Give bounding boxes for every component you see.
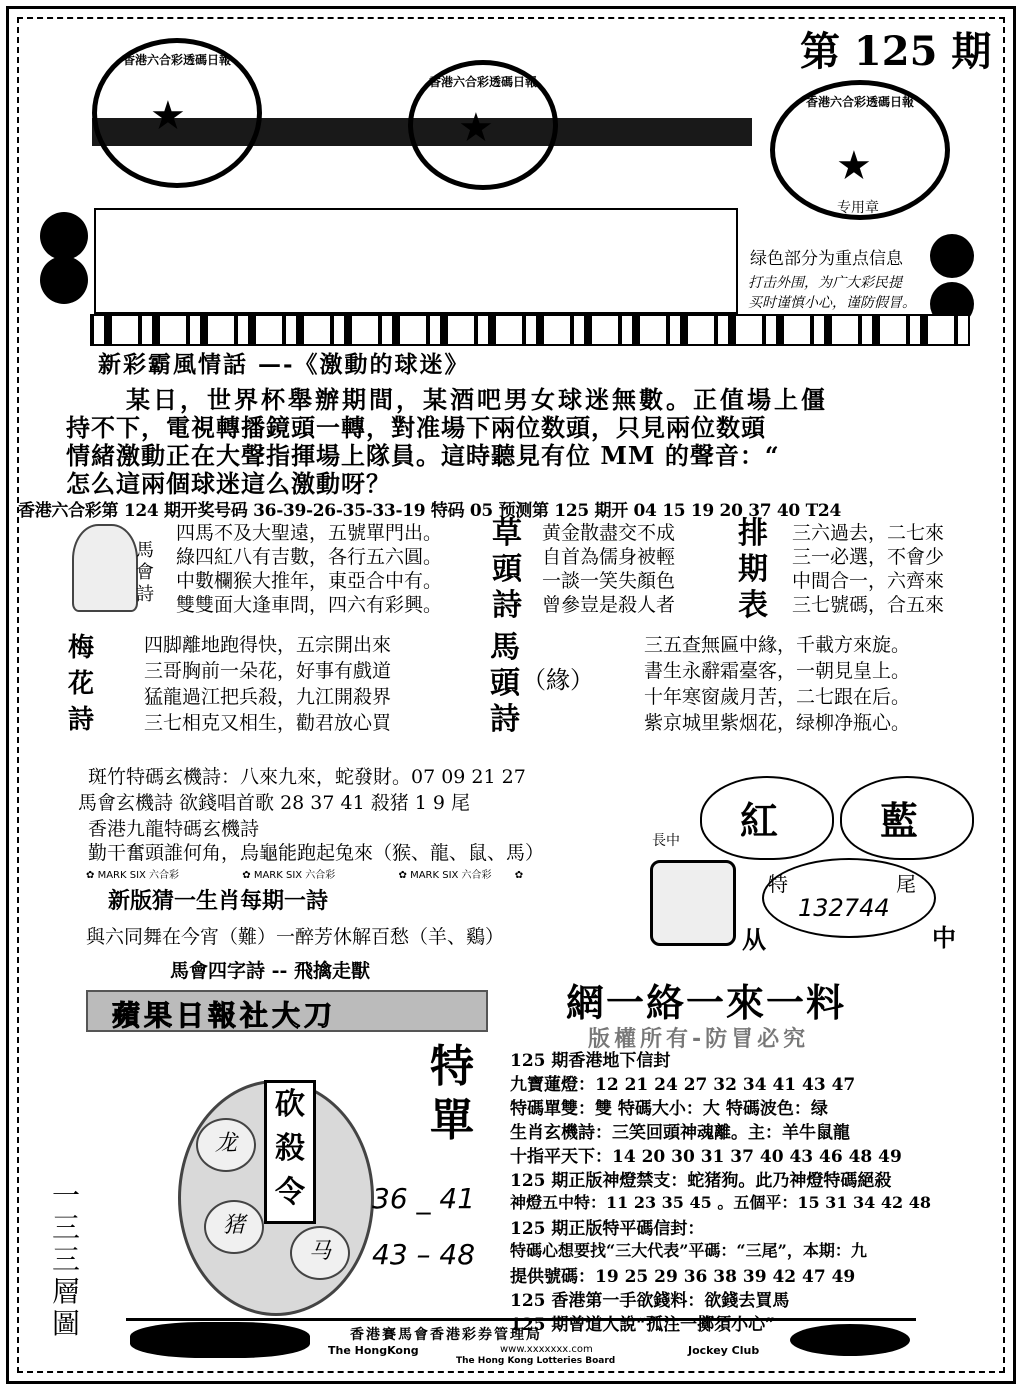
star-icon: ★ [150,93,186,139]
zodiac-line: 與六同舞在今宵（難）一醉芳休解百愁（羊、鷄） [86,926,505,948]
footer-right: Jockey Club [688,1344,760,1357]
schedule-line: 中間合一，六齊來 [792,570,945,592]
star-icon: ★ [458,105,494,151]
mystic-line: 斑竹特碼玄機詩：八來九來，蛇發財。07 09 21 27 [88,766,526,788]
marksix-logo: MARK SIX 六合彩 [253,870,336,881]
notice-line-3: 买时谨慎小心，谨防假冒。 [748,295,916,311]
network-line: 提供號碼：19 25 29 36 38 39 42 47 49 [510,1267,856,1287]
grass-poem-line: 黄金散盡交不成 [542,522,676,544]
horse-poem-line: 四馬不及大聖遠，五號單門出。 [176,522,443,544]
kill-order-label: 砍殺令 [264,1080,316,1224]
footer-mid: www.xxxxxxx.com [500,1344,593,1355]
grass-poem-line: 一談一笑失顏色 [542,570,676,592]
flower-icon: ✿ [86,870,95,881]
result-line: 香港六合彩第 124 期开奖号码 36-39-26-35-33-19 特码 05 预测第 125 期开 04 15 19 20 37 40 T24 [18,501,841,521]
apple-banner-text: 蘋果日報社大刀 [112,999,337,1032]
seal-middle-text: 香港六合彩透碼日報 [428,75,537,89]
zhong-label: 中 [932,923,956,952]
seal-right-text: 香港六合彩透碼日報 [805,95,914,109]
network-line: 125 香港第一手欲錢料：欲錢去買馬 [510,1291,790,1311]
seal-sub: 专用章 [837,200,879,216]
side-characters: 一三三層圖 [52,1179,81,1340]
network-line: 125 期曾道人說“孤注一擲須小心” [510,1315,775,1335]
network-line: 九寶蓮燈：12 21 24 27 32 34 41 43 47 [510,1075,856,1095]
special-nums-1: 36 _ 41 [372,1182,476,1215]
footer-cn: 香港賽馬會香港彩券管理局 [350,1327,542,1343]
network-line: 特碼單雙：雙 特碼大小：大 特碼波色：绿 [510,1099,828,1119]
flower-icon: ✿ [514,870,524,881]
coin-icon [40,212,88,260]
schedule-line: 三六過去，二七來 [792,522,945,544]
te-label: 特 [768,872,788,896]
mystic-line: 馬會玄機詩 欲錢唱首歌 28 37 41 殺猪 1 9 尾 [78,792,471,814]
schedule-label: 排期表 [738,516,768,623]
blue-label: 藍 [880,798,919,843]
network-line: 125 期正版特平碼信封： [510,1219,705,1239]
zodiac-title: 新版猜一生肖每期一詩 [108,888,329,914]
ingot-border [90,314,970,346]
network-line: 125 期正版神燈禁支：蛇猪狗。此乃神燈特碼絕殺 [510,1171,892,1191]
story-line: 某日，世界杯舉辦期間，某酒吧男女球迷無數。正值場上僵 [126,385,828,414]
schedule-line: 三七號碼，合五來 [792,594,945,616]
money-hand-icon [650,860,736,946]
apple-banner [86,990,488,1032]
marksix-logo-row [86,866,523,881]
mystic-line: 勤干奮頭誰何角，烏龜能跑起兔來（猴、龍、鼠、馬） [88,842,545,864]
ball-horse: 马 [290,1226,350,1280]
horse-poem-line: 中數欄猴大推年，東亞合中有。 [176,570,443,592]
red-label: 紅 [740,798,779,843]
special-nums-2: 43 – 48 [372,1238,476,1271]
footer-left: The HongKong [328,1344,419,1357]
network-line: 125 期香港地下信封 [510,1051,671,1071]
header-title-graphic [92,118,752,178]
tail-number: 132744 [798,894,890,922]
horse-head-icon [72,524,138,612]
mystic-line: 香港九龍特碼玄機詩 [88,818,260,840]
network-line: 十指平天下：14 20 30 31 37 40 43 46 48 49 [510,1147,902,1167]
network-subtitle: 版權所有-防冒必究 [588,1027,810,1052]
seal-left-text: 香港六合彩透碼日報 [122,53,231,67]
flower-icon: ✿ [398,870,407,881]
horsehead-poem-line: 十年寒窗歲月苦，二七跟在后。 [644,686,911,708]
network-title: 網一絡一來一料 [566,981,847,1025]
flower-icon: ✿ [242,870,251,881]
grass-poem-line: 曾參豈是殺人者 [542,594,676,616]
plum-poem-line: 四脚離地跑得快，五宗開出來 [144,634,392,656]
plum-poem-line: 猛龍過江把兵殺，九江開殺界 [144,686,392,708]
issue-number: 第 125 期 [800,28,992,75]
story-line: 怎么這兩個球迷這么激動呀？ [66,469,391,498]
story-line: 情緒激動正在大聲指揮場上隊員。這時聽見有位 MM 的聲音：“ [66,441,780,470]
coin-icon [40,256,88,304]
notice-line-1: 绿色部分为重点信息 [750,249,903,269]
network-line: 生肖玄機詩：三笑回頭神魂離。主：羊牛鼠龍 [510,1123,850,1143]
lotteries-board-logo-icon [790,1324,910,1356]
horse-poem-label: 馬會詩 [136,540,154,605]
special-label: 特單 [430,1041,474,1146]
story-line: 持不下，電視轉播鏡頭一轉，對准場下兩位数頭，只見兩位数頭 [66,413,766,442]
grass-poem-label: 草頭詩 [492,516,522,623]
ball-pig: 猪 [204,1200,264,1254]
horse-poem-line: 雙雙面大逢車問，四六有彩興。 [176,594,443,616]
plum-poem-line: 三哥胸前一朵花，好事有戲道 [144,660,392,682]
grass-poem-line: 自首為儒身被輕 [542,546,676,568]
story-title: 新彩霸風情話 —-《激動的球迷》 [98,351,470,378]
horsehead-poem-label: 馬頭詩 [490,630,520,737]
footer-board: The Hong Kong Lotteries Board [456,1356,616,1366]
cong-label: 从 [742,925,766,954]
plum-poem-label: 梅花詩 [67,633,94,735]
horse-poem-line: 綠四紅八有吉數，各行五六圓。 [176,546,443,568]
schedule-line: 三一必選，不會少 [792,546,945,568]
four-char-poem: 馬會四字詩 -- 飛擒走獸 [170,960,371,982]
horsehead-poem-line: 紫京城里紫烟花，绿柳净瓶心。 [644,712,911,734]
marksix-logo: MARK SIX 六合彩 [97,870,180,881]
horsehead-poem-line: 三五查無匾中緣，千載方來旋。 [644,634,911,656]
horsehead-poem-line: 書生永辭霜臺客，一朝見皇上。 [644,660,911,682]
coin-icon [930,234,974,278]
plum-poem-line: 三七相克又相生，勸君放心買 [144,712,392,734]
changzhong-label: 長中 [652,833,680,849]
network-line: 神燈五中特：11 23 35 45 。五個平：15 31 34 42 48 [510,1193,931,1212]
notice-line-2: 打击外围，为广大彩民提 [748,275,902,291]
marksix-logo: MARK SIX 六合彩 [410,870,492,881]
jockey-club-logo-icon [130,1322,310,1358]
blank-info-box [94,208,738,314]
star-icon: ★ [836,143,872,189]
horsehead-poem-tag: （緣） [522,666,594,694]
ball-dragon: 龙 [196,1118,256,1172]
wei-label: 尾 [896,872,916,896]
network-line: 特碼心想要找“三大代表”平碼：“三尾”，本期：九 [510,1241,867,1260]
